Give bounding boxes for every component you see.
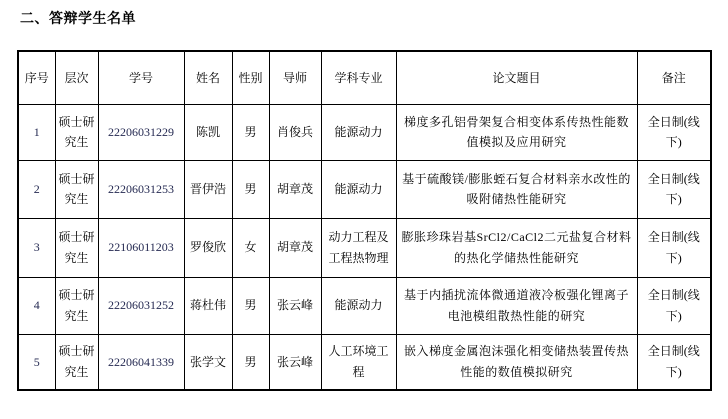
cell-major: 动力工程及工程热物理 — [321, 218, 396, 277]
table-row — [18, 104, 711, 160]
cell-thesis-title: 梯度多孔铝骨架复合相变体系传热性能数值模拟及应用研究 — [396, 104, 637, 160]
cell-major: 能源动力 — [321, 160, 396, 218]
cell-level: 硕士研究生 — [55, 277, 98, 334]
cell-seq: 4 — [18, 277, 55, 334]
cell-note: 全日制(线下) — [637, 277, 711, 334]
column-header-student-id: 学号 — [98, 51, 184, 104]
cell-level: 硕士研究生 — [55, 334, 98, 390]
section-title: 二、答辩学生名单 — [20, 10, 136, 26]
cell-thesis-title: 膨胀珍珠岩基SrCl2/CaCl2二元盐复合材料的热化学储热性能研究 — [396, 218, 637, 277]
column-header-gender: 性别 — [232, 51, 269, 104]
cell-seq: 5 — [18, 334, 55, 390]
cell-gender: 女 — [232, 218, 269, 277]
cell-note: 全日制(线下) — [637, 218, 711, 277]
cell-level: 硕士研究生 — [55, 160, 98, 218]
cell-name: 晋伊浩 — [184, 160, 232, 218]
cell-level: 硕士研究生 — [55, 104, 98, 160]
cell-gender: 男 — [232, 277, 269, 334]
defense-student-table — [17, 50, 712, 391]
column-header-seq: 序号 — [18, 51, 55, 104]
cell-advisor: 胡章茂 — [269, 160, 321, 218]
cell-thesis-title: 基于硫酸镁/膨胀蛭石复合材料亲水改性的吸附储热性能研究 — [396, 160, 637, 218]
column-header-advisor: 导师 — [269, 51, 321, 104]
cell-student-id: 22206041339 — [98, 334, 184, 390]
table-header-row — [18, 51, 711, 104]
cell-seq: 2 — [18, 160, 55, 218]
cell-gender: 男 — [232, 160, 269, 218]
cell-major: 能源动力 — [321, 277, 396, 334]
cell-student-id: 22206031229 — [98, 104, 184, 160]
cell-note: 全日制(线下) — [637, 104, 711, 160]
cell-student-id: 22206031252 — [98, 277, 184, 334]
cell-thesis-title: 嵌入梯度金属泡沫强化相变储热装置传热性能的数值模拟研究 — [396, 334, 637, 390]
column-header-thesis-title: 论文题目 — [396, 51, 637, 104]
cell-major: 人工环境工程 — [321, 334, 396, 390]
cell-student-id: 22106011203 — [98, 218, 184, 277]
cell-gender: 男 — [232, 334, 269, 390]
cell-name: 陈凯 — [184, 104, 232, 160]
cell-name: 张学文 — [184, 334, 232, 390]
cell-major: 能源动力 — [321, 104, 396, 160]
cell-level: 硕士研究生 — [55, 218, 98, 277]
column-header-level: 层次 — [55, 51, 98, 104]
cell-gender: 男 — [232, 104, 269, 160]
cell-note: 全日制(线下) — [637, 334, 711, 390]
column-header-name: 姓名 — [184, 51, 232, 104]
cell-advisor: 胡章茂 — [269, 218, 321, 277]
column-header-note: 备注 — [637, 51, 711, 104]
column-header-major: 学科专业 — [321, 51, 396, 104]
cell-advisor: 张云峰 — [269, 334, 321, 390]
table-row — [18, 160, 711, 218]
cell-seq: 1 — [18, 104, 55, 160]
cell-thesis-title: 基于内插扰流体微通道液冷板强化锂离子电池模组散热性能的研究 — [396, 277, 637, 334]
cell-note: 全日制(线下) — [637, 160, 711, 218]
cell-advisor: 肖俊兵 — [269, 104, 321, 160]
cell-advisor: 张云峰 — [269, 277, 321, 334]
table-row — [18, 334, 711, 390]
cell-name: 罗俊欣 — [184, 218, 232, 277]
cell-name: 蒋杜伟 — [184, 277, 232, 334]
table-row — [18, 218, 711, 277]
cell-student-id: 22206031253 — [98, 160, 184, 218]
table-row — [18, 277, 711, 334]
cell-seq: 3 — [18, 218, 55, 277]
